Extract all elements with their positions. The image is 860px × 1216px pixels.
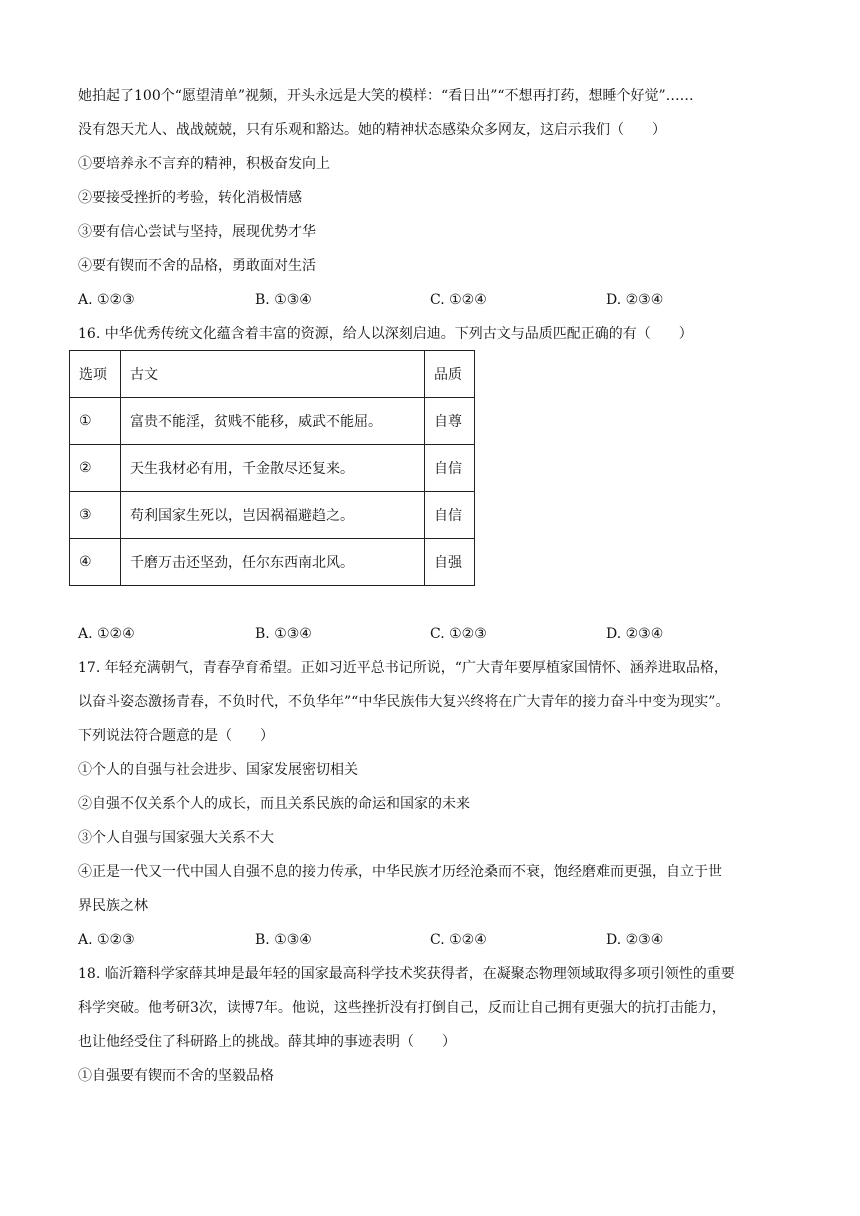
q18-stem-line-1: 18. 临沂籍科学家薛其坤是最年轻的国家最高科学技术奖获得者，在凝聚态物理领域取得多项引领性的重要 — [78, 966, 735, 982]
q15-item-4: ④要有锲而不舍的品格，勇敢面对生活 — [78, 258, 316, 274]
header-quality: 品质 — [425, 351, 475, 398]
q16-option-d[interactable]: D. ②③④ — [606, 626, 664, 642]
cell-quality: 自尊 — [425, 398, 475, 445]
q17-option-b[interactable]: B. ①③④ — [255, 932, 312, 948]
cell-ancient-text: 千磨万击还坚劲，任尔东西南北风。 — [121, 539, 425, 586]
q18-stem-line-3: 也让他经受住了科研路上的挑战。薛其坤的事迹表明（ ） — [78, 1034, 456, 1050]
q17-option-c[interactable]: C. ①②④ — [430, 932, 487, 948]
q15-option-d[interactable]: D. ②③④ — [606, 292, 664, 308]
q18-stem-line-2: 科学突破。他考研3次，读博7年。他说，这些挫折没有打倒自己，反而让自己拥有更强大的抗打击能力， — [78, 1000, 726, 1016]
cell-ancient-text: 富贵不能淫，贫贱不能移，威武不能屈。 — [121, 398, 425, 445]
q15-stem-line-2: 没有怨天尤人、战战兢兢，只有乐观和豁达。她的精神状态感染众多网友，这启示我们（ ） — [78, 122, 666, 138]
q15-option-b[interactable]: B. ①③④ — [255, 292, 312, 308]
q17-option-a[interactable]: A. ①②③ — [78, 932, 135, 948]
header-option: 选项 — [70, 351, 121, 398]
q17-option-d[interactable]: D. ②③④ — [606, 932, 664, 948]
q15-item-3: ③要有信心尝试与坚持，展现优势才华 — [78, 224, 316, 240]
q17-item-4-continued: 界民族之林 — [78, 898, 148, 914]
q17-stem-line-1: 17. 年轻充满朝气，青春孕育希望。正如习近平总书记所说，“广大青年要厚植家国情怀、涵养进取品格， — [78, 660, 728, 676]
q18-item-1: ①自强要有锲而不舍的坚毅品格 — [78, 1068, 274, 1084]
header-ancient-text: 古文 — [121, 351, 425, 398]
q15-item-1: ①要培养永不言弃的精神，积极奋发向上 — [78, 156, 330, 172]
q17-item-2: ②自强不仅关系个人的成长，而且关系民族的命运和国家的未来 — [78, 796, 470, 812]
q16-stem: 16. 中华优秀传统文化蕴含着丰富的资源，给人以深刻启迪。下列古文与品质匹配正确的有（ ） — [78, 326, 693, 342]
table-row — [70, 445, 475, 492]
q17-item-3: ③个人自强与国家强大关系不大 — [78, 830, 274, 846]
q17-stem-line-3: 下列说法符合题意的是（ ） — [78, 728, 274, 744]
q15-option-a[interactable]: A. ①②③ — [78, 292, 135, 308]
q17-item-4: ④正是一代又一代中国人自强不息的接力传承，中华民族才历经沧桑而不衰，饱经磨难而更强，自立于世 — [78, 864, 722, 880]
q17-stem-line-2: 以奋斗姿态激扬青春，不负时代，不负华年”“中华民族伟大复兴终将在广大青年的接力奋斗中变为现实”。 — [78, 694, 730, 710]
q16-table — [69, 350, 475, 586]
cell-option: ① — [70, 398, 121, 445]
q15-option-c[interactable]: C. ①②④ — [430, 292, 487, 308]
cell-quality: 自信 — [425, 492, 475, 539]
q17-options — [78, 930, 798, 950]
q16-options — [78, 624, 798, 644]
q17-item-1: ①个人的自强与社会进步、国家发展密切相关 — [78, 762, 358, 778]
q15-options — [78, 290, 798, 310]
q15-item-2: ②要接受挫折的考验，转化消极情感 — [78, 190, 302, 206]
cell-ancient-text: 天生我材必有用，千金散尽还复来。 — [121, 445, 425, 492]
table-row — [70, 539, 475, 586]
table-header-row — [70, 351, 475, 398]
cell-quality: 自信 — [425, 445, 475, 492]
cell-ancient-text: 苟利国家生死以，岂因祸福避趋之。 — [121, 492, 425, 539]
table-row — [70, 398, 475, 445]
q16-option-c[interactable]: C. ①②③ — [430, 626, 487, 642]
table-row — [70, 492, 475, 539]
cell-option: ④ — [70, 539, 121, 586]
cell-option: ② — [70, 445, 121, 492]
q16-option-a[interactable]: A. ①②④ — [78, 626, 135, 642]
cell-option: ③ — [70, 492, 121, 539]
q15-stem-line-1: 她拍起了100个“愿望清单”视频，开头永远是大笑的模样：“看日出”“不想再打药，想睡个好觉”…… — [78, 88, 694, 104]
q16-option-b[interactable]: B. ①③④ — [255, 626, 312, 642]
cell-quality: 自强 — [425, 539, 475, 586]
